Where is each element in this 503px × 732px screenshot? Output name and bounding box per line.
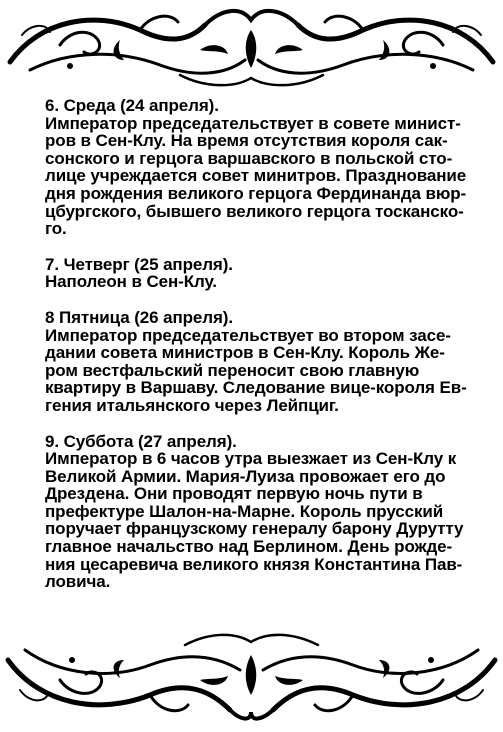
entry-heading: 9. Суббота (27 апреля). bbox=[45, 431, 237, 451]
entry-friday bbox=[45, 309, 490, 415]
entry-heading: 6. Среда (24 апреля). bbox=[45, 96, 219, 115]
entry-body: Наполеон в Сен-Клу. bbox=[45, 272, 217, 292]
entry-heading: 8 Пятница (26 апреля). bbox=[45, 307, 233, 327]
entry-saturday bbox=[45, 433, 490, 591]
entry-body: Император председательствует в совете минист- ров в Сен-Клу. На время отсутствия короля сак- сонского и герцога варшавского в польской сто- лице учреждается совет минитров. Празднование дня рождения великого герцога Фердинанда вюр- цбургского, бывшего великого герцога тосканско- го. bbox=[45, 113, 467, 239]
document-text bbox=[45, 97, 490, 609]
top-ornament-icon bbox=[0, 0, 503, 92]
bottom-ornament-icon bbox=[0, 620, 503, 732]
entry-body: Император в 6 часов утра выезжает из Сен-Клу к Великой Армии. Мария-Луиза провожает его до Дрездена. Они проводят первую ночь пути в префектуре Шалон-на-Марне. Король прусский поручает французскому генералу барону Дурутту главное начальство над Берлином. День рожде- ния цесаревича великого князя Константина Пав- ловича. bbox=[45, 449, 464, 592]
entry-thursday bbox=[45, 256, 490, 291]
entry-heading: 7. Четверг (25 апреля). bbox=[45, 254, 233, 274]
entry-wednesday bbox=[45, 97, 490, 238]
entry-body: Император председательствует во втором засе- дании совета министров в Сен-Клу. Король Же- ром вестфальский переносит свою главную квартиру в Варшаву. Следование вице-короля Ев- гения итальянского через Лейпциг. bbox=[45, 325, 467, 415]
